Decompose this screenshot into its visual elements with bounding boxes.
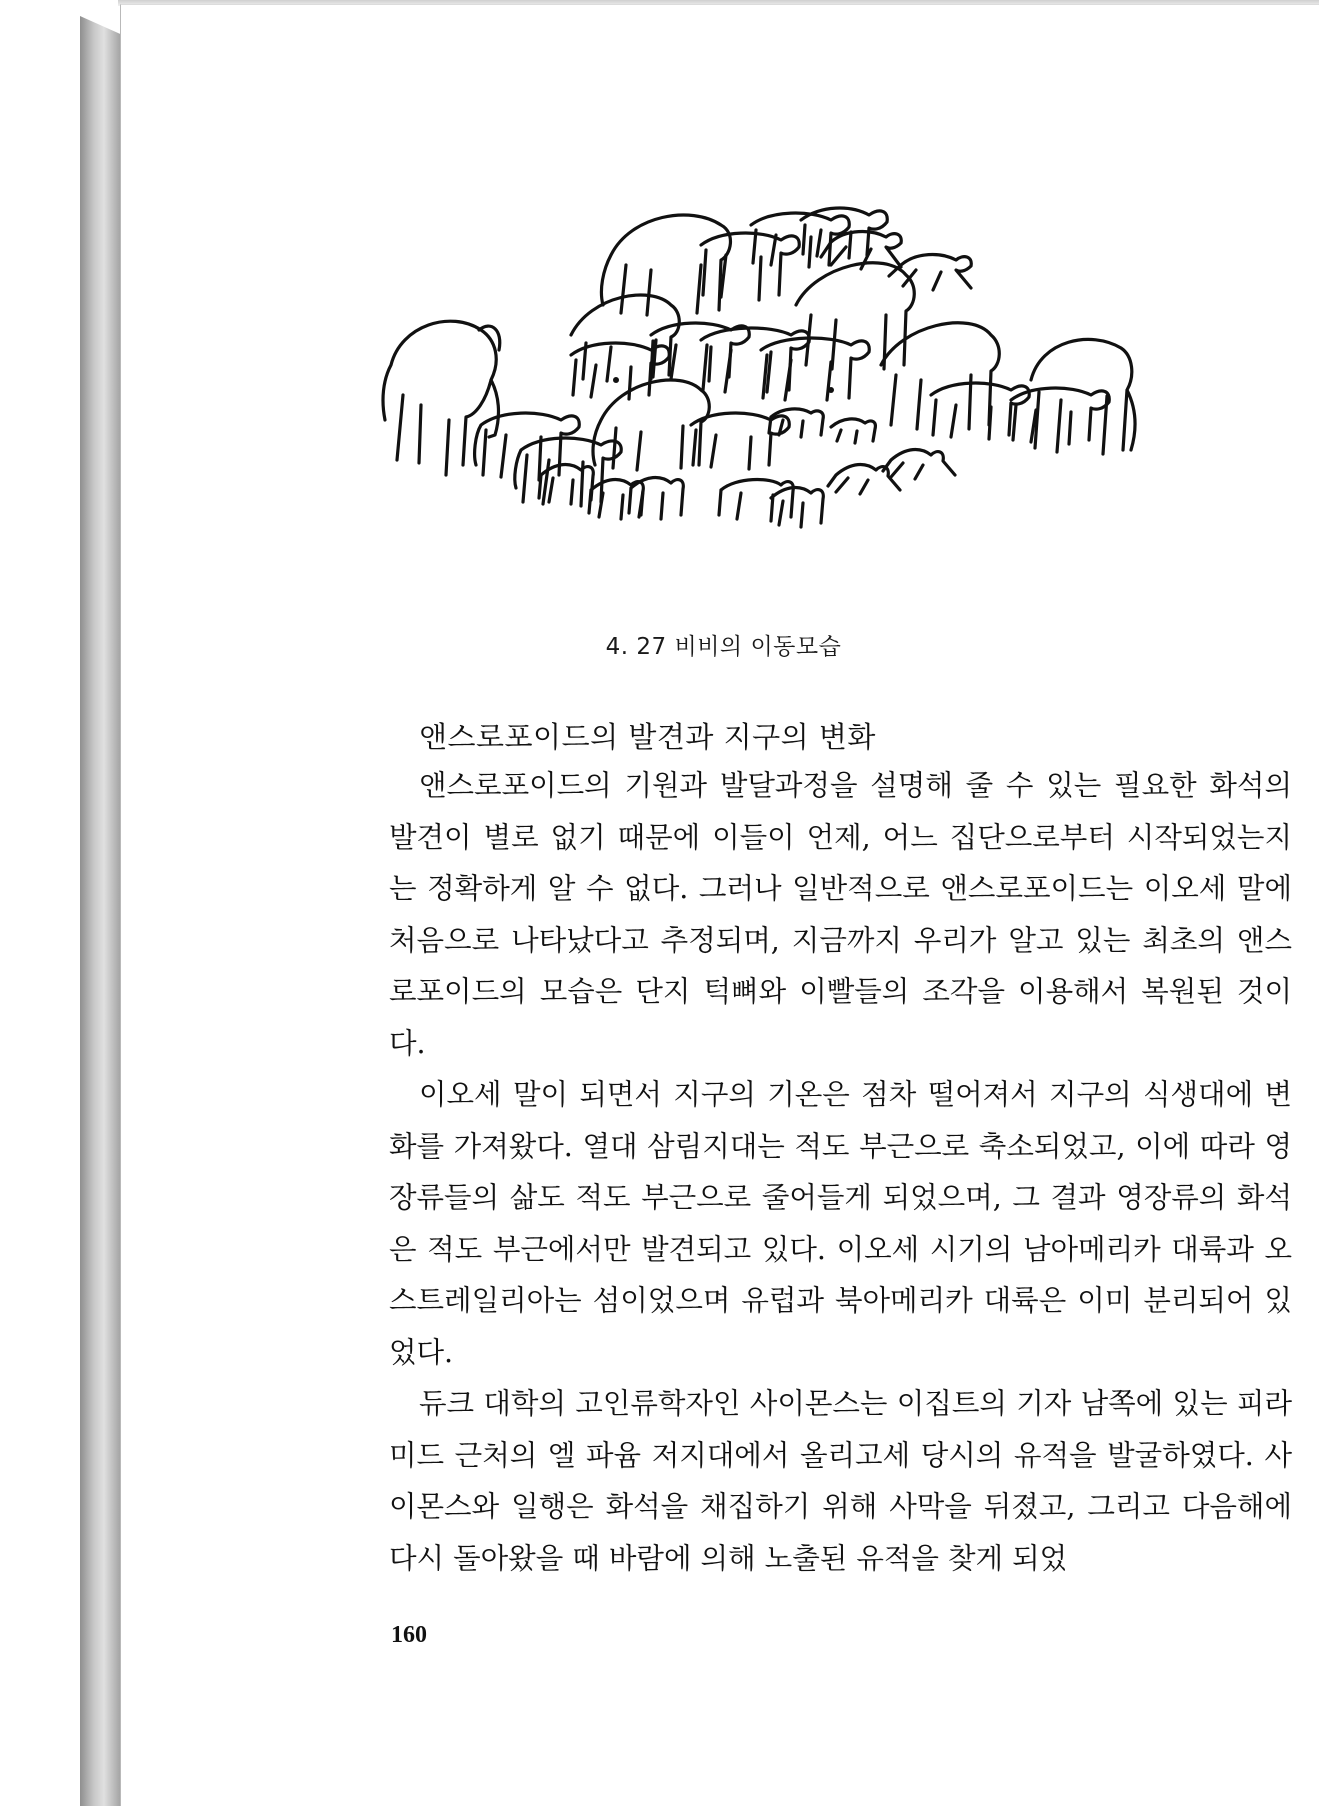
baboon-figure	[629, 478, 683, 519]
baboon-figure	[796, 263, 914, 369]
paragraph: 듀크 대학의 고인류학자인 사이몬스는 이집트의 기자 남쪽에 있는 피라미드 근처의 엘 파윰 저지대에서 올리고세 당시의 유적을 발굴하였다. 사이몬스와 일행은 화석을 채집하기 위해 사막을 뒤졌고, 그리고 다음해에 다시 돌아왔을 때 바람에 의해 노출된 유적을 찾게 되었	[389, 1387, 1292, 1575]
baboon-figure	[1031, 339, 1135, 454]
baboon-troop-drawing	[271, 205, 1311, 605]
baboon-figure	[828, 465, 900, 494]
book-page	[120, 4, 1319, 1806]
baboon-figure	[701, 233, 799, 300]
baboon-figure	[883, 450, 955, 479]
baboon-figure	[651, 323, 749, 381]
baboon-figure	[771, 488, 823, 527]
figure-caption: 4. 27 비비의 이동모습	[605, 634, 842, 660]
section-heading: 앤스로포이드의 발견과 지구의 변화	[419, 720, 876, 754]
baboon-figure	[831, 419, 875, 443]
body-text	[389, 760, 1292, 1584]
baboon-troop-illustration	[271, 205, 1311, 605]
baboon-figure	[881, 323, 999, 429]
book-spine	[80, 16, 120, 1806]
page-number: 160	[391, 1622, 427, 1648]
baboon-figure	[691, 413, 789, 469]
baboon-figure	[571, 295, 679, 381]
paragraph: 이오세 말이 되면서 지구의 기온은 점차 떨어져서 지구의 식생대에 변화를 가져왔다. 열대 삼림지대는 적도 부근으로 축소되었고, 이에 따라 영장류들의 삶도 적도 부근으로 줄어들게 되었으며, 그 결과 영장류의 화석은 적도 부근에서만 발견되고 있다. 이오세 시기의 남아메리카 대륙과 오스트레일리아는 섬이었으며 유럽과 북아메리카 대륙은 이미 분리되어 있었다.	[389, 1078, 1292, 1369]
paragraph: 앤스로포이드의 기원과 발달과정을 설명해 줄 수 있는 필요한 화석의 발견이 별로 없기 때문에 이들이 언제, 어느 집단으로부터 시작되었는지는 정확하게 알 수 없다. 그러나 일반적으로 앤스로포이드는 이오세 말에 처음으로 나타났다고 추정되며, 지금까지 우리가 알고 있는 최초의 앤스로포이드의 모습은 단지 턱뼈와 이빨들의 조각을 이용해서 복원된 것이다.	[389, 769, 1292, 1060]
baboon-figure	[515, 438, 621, 506]
baboon-figure	[383, 321, 500, 475]
baboon-figure	[761, 338, 869, 400]
